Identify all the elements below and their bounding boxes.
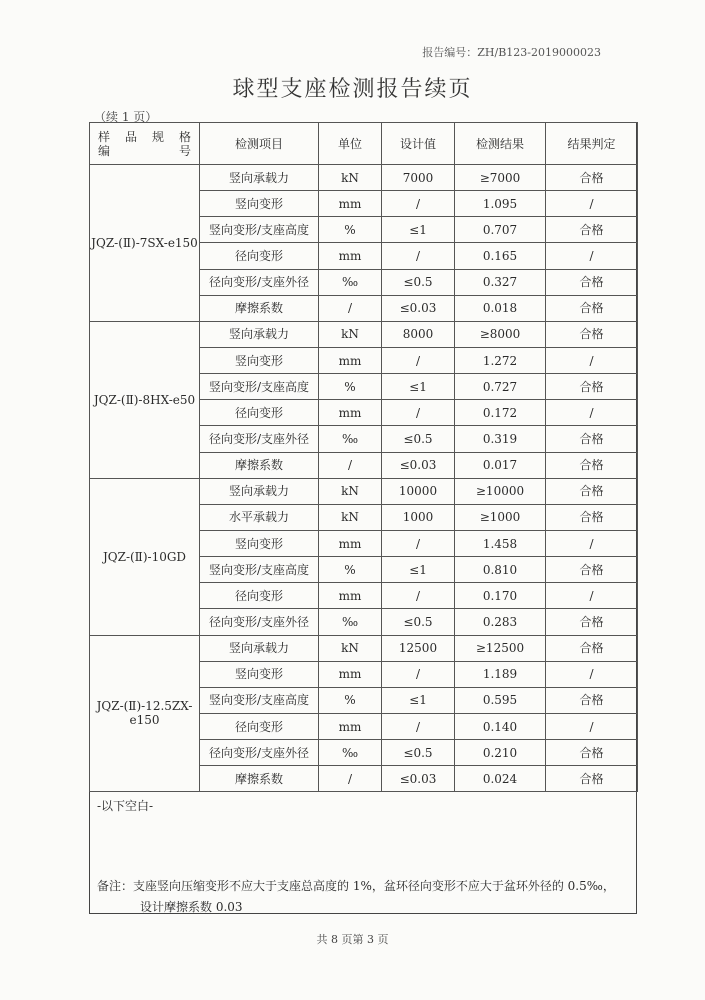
remarks-line-1: 备注：支座竖向压缩变形不应大于支座总高度的 1%，盆环径向变形不应大于盆环外径的 0.5‰， bbox=[97, 879, 615, 893]
cell-judgement: 合格 bbox=[546, 452, 638, 478]
cell-item: 竖向变形/支座高度 bbox=[200, 374, 319, 400]
cell-unit: ‰ bbox=[319, 609, 382, 635]
cell-item: 径向变形/支座外径 bbox=[200, 609, 319, 635]
remarks-line-2: 设计摩擦系数 0.03 bbox=[140, 900, 243, 914]
cell-item: 竖向变形/支座高度 bbox=[200, 217, 319, 243]
cell-result: 0.283 bbox=[455, 609, 546, 635]
cell-design: ≤1 bbox=[382, 217, 455, 243]
cell-item: 径向变形 bbox=[200, 243, 319, 269]
cell-result: 0.810 bbox=[455, 557, 546, 583]
cell-item: 竖向变形 bbox=[200, 661, 319, 687]
cell-unit: mm bbox=[319, 661, 382, 687]
header-spec bbox=[90, 123, 200, 165]
continuation-label: （续 1 页） bbox=[94, 110, 158, 124]
cell-unit: ‰ bbox=[319, 269, 382, 295]
cell-judgement: 合格 bbox=[546, 635, 638, 661]
cell-item: 摩擦系数 bbox=[200, 452, 319, 478]
page-title: 球型支座检测报告续页 bbox=[232, 77, 473, 102]
cell-unit: mm bbox=[319, 400, 382, 426]
cell-result: ≥8000 bbox=[455, 321, 546, 347]
table-row bbox=[90, 478, 638, 504]
cell-item: 竖向承载力 bbox=[200, 478, 319, 504]
cell-result: 0.727 bbox=[455, 374, 546, 400]
cell-judgement: / bbox=[546, 400, 638, 426]
cell-judgement: 合格 bbox=[546, 687, 638, 713]
cell-result: ≥1000 bbox=[455, 504, 546, 530]
cell-design: ≤1 bbox=[382, 557, 455, 583]
cell-design: ≤0.5 bbox=[382, 269, 455, 295]
cell-design: 8000 bbox=[382, 321, 455, 347]
cell-judgement: 合格 bbox=[546, 295, 638, 321]
cell-unit: / bbox=[319, 766, 382, 792]
cell-item: 竖向变形/支座高度 bbox=[200, 687, 319, 713]
cell-unit: mm bbox=[319, 530, 382, 556]
cell-item: 径向变形/支座外径 bbox=[200, 269, 319, 295]
cell-item: 竖向变形 bbox=[200, 191, 319, 217]
cell-judgement: / bbox=[546, 347, 638, 373]
cell-result: 0.210 bbox=[455, 740, 546, 766]
cell-unit: kN bbox=[319, 504, 382, 530]
cell-design: 10000 bbox=[382, 478, 455, 504]
cell-judgement: 合格 bbox=[546, 217, 638, 243]
cell-design: / bbox=[382, 347, 455, 373]
cell-result: 0.327 bbox=[455, 269, 546, 295]
cell-design: 12500 bbox=[382, 635, 455, 661]
header-design: 设计值 bbox=[382, 123, 455, 165]
cell-unit: mm bbox=[319, 347, 382, 373]
header-spec-bottom-left: 编 bbox=[98, 143, 111, 158]
cell-item: 径向变形/支座外径 bbox=[200, 426, 319, 452]
cell-result: 1.095 bbox=[455, 191, 546, 217]
cell-design: / bbox=[382, 530, 455, 556]
cell-judgement: 合格 bbox=[546, 478, 638, 504]
cell-design: ≤1 bbox=[382, 374, 455, 400]
cell-result: 1.458 bbox=[455, 530, 546, 556]
cell-item: 径向变形 bbox=[200, 583, 319, 609]
cell-item: 径向变形 bbox=[200, 713, 319, 739]
cell-unit: / bbox=[319, 295, 382, 321]
cell-judgement: 合格 bbox=[546, 557, 638, 583]
cell-item: 径向变形 bbox=[200, 400, 319, 426]
cell-judgement: 合格 bbox=[546, 426, 638, 452]
cell-item: 竖向变形/支座高度 bbox=[200, 557, 319, 583]
cell-result: 0.018 bbox=[455, 295, 546, 321]
cell-unit: mm bbox=[319, 583, 382, 609]
cell-item: 径向变形/支座外径 bbox=[200, 740, 319, 766]
cell-judgement: 合格 bbox=[546, 321, 638, 347]
cell-judgement: 合格 bbox=[546, 504, 638, 530]
cell-design: / bbox=[382, 243, 455, 269]
cell-result: 0.024 bbox=[455, 766, 546, 792]
cell-result: ≥7000 bbox=[455, 165, 546, 191]
table-row bbox=[90, 635, 638, 661]
cell-result: 0.595 bbox=[455, 687, 546, 713]
cell-item: 摩擦系数 bbox=[200, 766, 319, 792]
cell-unit: kN bbox=[319, 165, 382, 191]
header-result: 检测结果 bbox=[455, 123, 546, 165]
cell-unit: mm bbox=[319, 191, 382, 217]
test-results-table bbox=[89, 122, 638, 792]
cell-item: 竖向变形 bbox=[200, 347, 319, 373]
cell-judgement: / bbox=[546, 661, 638, 687]
cell-result: 1.189 bbox=[455, 661, 546, 687]
cell-unit: % bbox=[319, 557, 382, 583]
cell-design: ≤1 bbox=[382, 687, 455, 713]
cell-design: ≤0.5 bbox=[382, 740, 455, 766]
header-unit: 单位 bbox=[319, 123, 382, 165]
cell-design: 1000 bbox=[382, 504, 455, 530]
table-row bbox=[90, 321, 638, 347]
cell-item: 竖向承载力 bbox=[200, 165, 319, 191]
header-spec-bottom-right: 号 bbox=[178, 143, 191, 158]
cell-judgement: 合格 bbox=[546, 766, 638, 792]
blank-below-text: -以下空白- bbox=[97, 799, 154, 813]
sample-spec-cell: JQZ-(Ⅱ)-8HX-e50 bbox=[90, 321, 200, 478]
header-judgement: 结果判定 bbox=[546, 123, 638, 165]
cell-result: 0.172 bbox=[455, 400, 546, 426]
cell-design: ≤0.03 bbox=[382, 766, 455, 792]
cell-design: / bbox=[382, 400, 455, 426]
cell-result: 0.017 bbox=[455, 452, 546, 478]
cell-result: ≥10000 bbox=[455, 478, 546, 504]
cell-unit: kN bbox=[319, 635, 382, 661]
cell-result: 0.319 bbox=[455, 426, 546, 452]
sample-spec-cell: JQZ-(Ⅱ)-7SX-e150 bbox=[90, 165, 200, 322]
cell-design: / bbox=[382, 583, 455, 609]
cell-unit: % bbox=[319, 374, 382, 400]
report-number: 报告编号：ZH/B123-2019000023 bbox=[422, 46, 601, 59]
cell-judgement: 合格 bbox=[546, 740, 638, 766]
cell-judgement: / bbox=[546, 191, 638, 217]
cell-judgement: 合格 bbox=[546, 609, 638, 635]
cell-result: 0.140 bbox=[455, 713, 546, 739]
cell-design: ≤0.03 bbox=[382, 295, 455, 321]
cell-judgement: 合格 bbox=[546, 269, 638, 295]
cell-item: 竖向承载力 bbox=[200, 635, 319, 661]
cell-judgement: / bbox=[546, 583, 638, 609]
header-spec-bottom bbox=[98, 144, 191, 158]
cell-judgement: / bbox=[546, 243, 638, 269]
cell-judgement: / bbox=[546, 713, 638, 739]
cell-result: 1.272 bbox=[455, 347, 546, 373]
cell-design: ≤0.03 bbox=[382, 452, 455, 478]
table-header-row bbox=[90, 123, 638, 165]
cell-unit: ‰ bbox=[319, 740, 382, 766]
cell-design: / bbox=[382, 661, 455, 687]
cell-unit: kN bbox=[319, 478, 382, 504]
cell-item: 水平承载力 bbox=[200, 504, 319, 530]
cell-result: 0.170 bbox=[455, 583, 546, 609]
cell-unit: % bbox=[319, 687, 382, 713]
sample-spec-cell: JQZ-(Ⅱ)-10GD bbox=[90, 478, 200, 635]
cell-judgement: / bbox=[546, 530, 638, 556]
cell-design: / bbox=[382, 191, 455, 217]
cell-design: / bbox=[382, 713, 455, 739]
cell-judgement: 合格 bbox=[546, 374, 638, 400]
cell-judgement: 合格 bbox=[546, 165, 638, 191]
cell-design: 7000 bbox=[382, 165, 455, 191]
cell-result: 0.707 bbox=[455, 217, 546, 243]
sample-spec-cell: JQZ-(Ⅱ)-12.5ZX-e150 bbox=[90, 635, 200, 792]
cell-unit: / bbox=[319, 452, 382, 478]
cell-item: 摩擦系数 bbox=[200, 295, 319, 321]
cell-unit: ‰ bbox=[319, 426, 382, 452]
cell-design: ≤0.5 bbox=[382, 609, 455, 635]
cell-unit: % bbox=[319, 217, 382, 243]
cell-item: 竖向变形 bbox=[200, 530, 319, 556]
cell-design: ≤0.5 bbox=[382, 426, 455, 452]
cell-result: ≥12500 bbox=[455, 635, 546, 661]
cell-unit: mm bbox=[319, 713, 382, 739]
cell-result: 0.165 bbox=[455, 243, 546, 269]
cell-item: 竖向承载力 bbox=[200, 321, 319, 347]
cell-unit: mm bbox=[319, 243, 382, 269]
table-row bbox=[90, 165, 638, 191]
cell-unit: kN bbox=[319, 321, 382, 347]
header-item: 检测项目 bbox=[200, 123, 319, 165]
page-footer: 共 8 页第 3 页 bbox=[316, 933, 389, 946]
header-spec-top: 样品规格 bbox=[98, 129, 191, 144]
